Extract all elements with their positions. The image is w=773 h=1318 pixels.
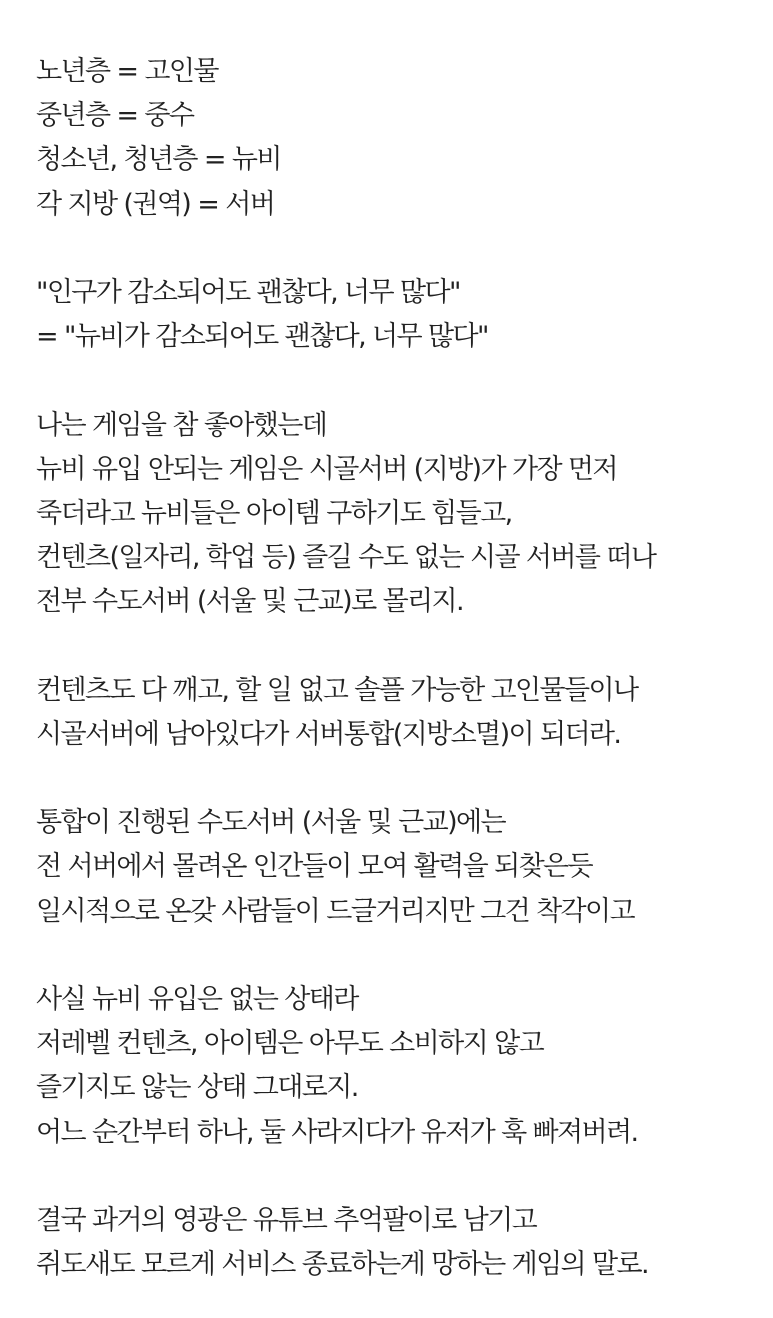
paragraph-capital-server	[36, 801, 764, 934]
text-line: 결국 과거의 영광은 유튜브 추억팔이로 남기고	[36, 1204, 537, 1236]
text-line: "인구가 감소되어도 괜찮다, 너무 많다"	[36, 276, 460, 308]
text-line: 어느 순간부터 하나, 둘 사라지다가 유저가 훅 빠져버려.	[36, 1116, 638, 1148]
paragraph-quote	[36, 271, 764, 359]
text-line: 전 서버에서 몰려온 인간들이 모여 활력을 되찾은듯	[36, 851, 593, 883]
text-line: 일시적으로 온갖 사람들이 드글거리지만 그건 착각이고	[36, 895, 634, 927]
text-line: 사실 뉴비 유입은 없는 상태라	[36, 983, 358, 1015]
text-line: 각 지방 (권역) = 서버	[36, 188, 275, 220]
paragraph-conclusion	[36, 1199, 764, 1287]
paragraph-analogy	[36, 50, 764, 227]
paragraph-game-story	[36, 404, 764, 625]
text-line: 즐기지도 않는 상태 그대로지.	[36, 1072, 358, 1104]
text-line: 컨텐츠(일자리, 학업 등) 즐길 수도 없는 시골 서버를 떠나	[36, 542, 656, 574]
paragraph-no-newbies	[36, 978, 764, 1155]
paragraph-server-merge	[36, 669, 764, 757]
text-line: 노년층 = 고인물	[36, 56, 218, 87]
document-body	[36, 50, 764, 1287]
text-line: 통합이 진행된 수도서버 (서울 및 근교)에는	[36, 807, 505, 839]
text-line: = "뉴비가 감소되어도 괜찮다, 너무 많다"	[36, 321, 488, 353]
text-line: 저레벨 컨텐츠, 아이템은 아무도 소비하지 않고	[36, 1028, 544, 1060]
text-line: 죽더라고 뉴비들은 아이템 구하기도 힘들고,	[36, 497, 512, 529]
text-line: 시골서버에 남아있다가 서버통합(지방소멸)이 되더라.	[36, 718, 621, 750]
text-line: 전부 수도서버 (서울 및 근교)로 몰리지.	[36, 586, 463, 618]
text-line: 청소년, 청년층 = 뉴비	[36, 144, 281, 176]
text-line: 쥐도새도 모르게 서비스 종료하는게 망하는 게임의 말로.	[36, 1249, 648, 1281]
text-line: 컨텐츠도 다 깨고, 할 일 없고 솔플 가능한 고인물들이나	[36, 674, 638, 706]
text-line: 뉴비 유입 안되는 게임은 시골서버 (지방)가 가장 먼저	[36, 453, 617, 485]
text-line: 중년층 = 중수	[36, 100, 194, 132]
text-line: 나는 게임을 참 좋아했는데	[36, 409, 327, 441]
